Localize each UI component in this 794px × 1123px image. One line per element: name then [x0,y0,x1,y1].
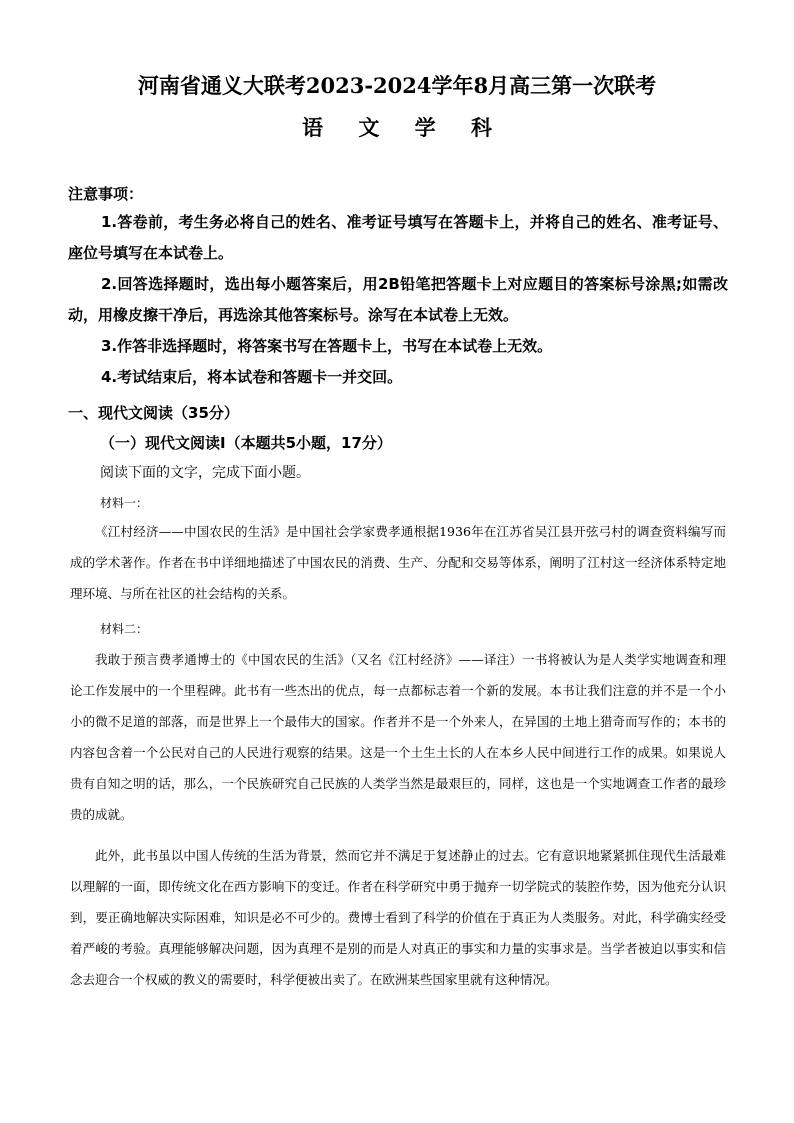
material-2-paragraph-1: 我敢于预言费孝通博士的《中国农民的生活》（又名《江村经济》——译注）一书将被认为是人类学实地调查和理论工作发展中的一个里程碑。此书有一些杰出的优点，每一点都标志着一个新的发展。本书让我们注意的并不是一个小小的微不足道的部落，而是世界上一个最伟大的国家。作者并不是一个外来人，在异国的土地上猎奇而写作的；本书的内容包含着一个公民对自己的人民进行观察的结果。这是一个土生土长的人在本乡人民中间进行工作的成果。如果说人贵有自知之明的话，那么，一个民族研究自己民族的人类学当然是最艰巨的，同样，这也是一个实地调查工作者的最珍贵的成就。 [70,652,726,822]
material-1-label: 材料一： [100,496,149,510]
material-2-paragraph-2: 此外，此书虽以中国人传统的生活为背景，然而它并不满足于复述静止的过去。它有意识地紧紧抓住现代生活最难以理解的一面，即传统文化在西方影响下的变迁。作者在科学研究中勇于抛弃一切学院式的装腔作势，因为他充分认识到，要正确地解决实际困难，知识是必不可少的。费博士看到了科学的价值在于真正为人类服务。对此，科学确实经受着严峻的考验。真理能够解决问题，因为真理不是别的而是人对真正的事实和力量的实事求是。当学者被迫以事实和信念去迎合一个权威的教义的需要时，科学便被出卖了。在欧洲某些国家里就有这种情况。 [70,848,726,987]
material-1-paragraph: 《江村经济——中国农民的生活》是中国社会学家费孝通根据1936年在江苏省吴江县开弦弓村的调查资料编写而成的学术著作。作者在书中详细地描述了中国农民的消费、生产、分配和交易等体系，阐明了江村这一经济体系特定地理环境、与所在社区的社会结构的关系。 [70,524,726,601]
exam-title: 河南省通义大联考2023-2024学年8月高三第一次联考 [137,73,657,98]
note-item-2: 2.回答选择题时，选出每小题答案后，用2B铅笔把答题卡上对应题目的答案标号涂黑;如需改动，用橡皮擦干净后，再选涂其他答案标号。涂写在本试卷上无效。 [68,275,728,324]
section-heading: 一、现代文阅读（35分） [68,404,239,422]
notes-heading: 注意事项： [68,185,144,203]
subsection-heading: （一）现代文阅读Ⅰ（本题共5小题，17分） [100,434,392,452]
material-1-text [70,516,726,609]
material-2-label: 材料二： [100,622,149,636]
notes-list [68,207,728,393]
reading-instruction: 阅读下面的文字，完成下面小题。 [100,465,310,481]
note-item-3: 3.作答非选择题时，将答案书写在答题卡上，书写在本试卷上无效。 [101,337,553,355]
note-item-1: 1.答卷前，考生务必将自己的姓名、准考证号填写在答题卡上，并将自己的姓名、准考证号、座位号填写在本试卷上。 [68,213,728,262]
note-item-4: 4.考试结束后，将本试卷和答题卡一并交回。 [101,368,403,386]
material-2-text [70,644,726,995]
subject-title: 语 文 学 科 [302,115,506,140]
